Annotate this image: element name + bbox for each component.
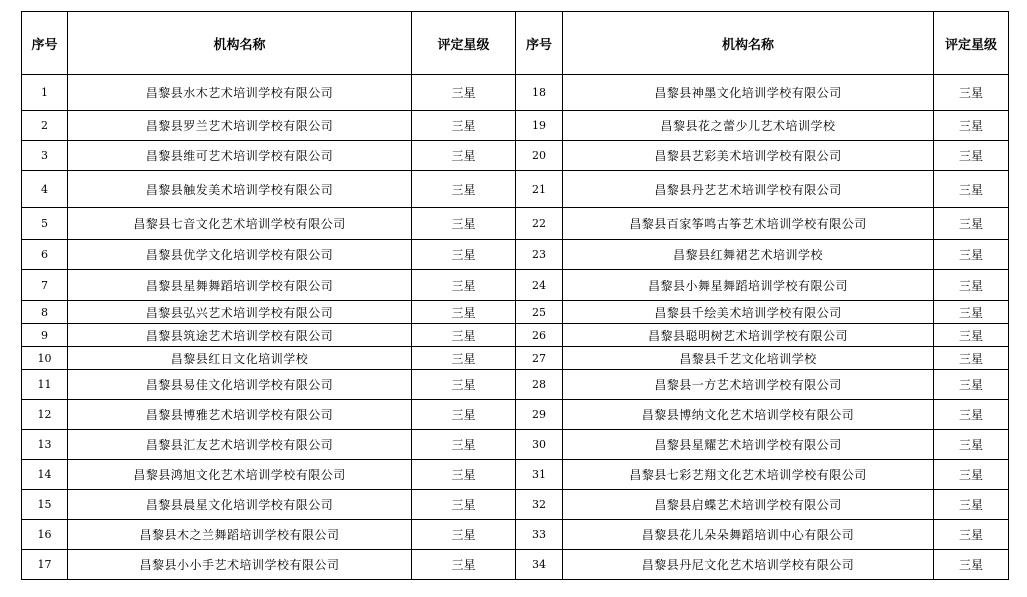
serial-cell-right: 33 xyxy=(516,520,563,550)
rating-cell-left: 三星 xyxy=(412,141,516,171)
institution-name-cell-right: 昌黎县艺彩美术培训学校有限公司 xyxy=(563,141,934,171)
rating-cell-left: 三星 xyxy=(412,324,516,347)
institution-name-cell-left: 昌黎县晨星文化培训学校有限公司 xyxy=(68,490,412,520)
institution-name-cell-left: 昌黎县筑途艺术培训学校有限公司 xyxy=(68,324,412,347)
table-row xyxy=(22,370,1009,400)
rating-cell-left: 三星 xyxy=(412,490,516,520)
serial-cell-left: 11 xyxy=(22,370,68,400)
serial-cell-right: 29 xyxy=(516,400,563,430)
institution-name-cell-left: 昌黎县汇友艺术培训学校有限公司 xyxy=(68,430,412,460)
header-rating-left: 评定星级 xyxy=(412,12,516,75)
institution-name-cell-right: 昌黎县聪明树艺术培训学校有限公司 xyxy=(563,324,934,347)
rating-cell-left: 三星 xyxy=(412,430,516,460)
serial-cell-left: 16 xyxy=(22,520,68,550)
serial-cell-right: 22 xyxy=(516,208,563,240)
table-row xyxy=(22,460,1009,490)
serial-cell-left: 3 xyxy=(22,141,68,171)
rating-cell-left: 三星 xyxy=(412,171,516,208)
serial-cell-right: 32 xyxy=(516,490,563,520)
institution-name-cell-right: 昌黎县小舞星舞蹈培训学校有限公司 xyxy=(563,270,934,301)
serial-cell-right: 25 xyxy=(516,301,563,324)
institution-name-cell-left: 昌黎县红日文化培训学校 xyxy=(68,347,412,370)
serial-cell-right: 30 xyxy=(516,430,563,460)
rating-cell-left: 三星 xyxy=(412,75,516,111)
institution-name-cell-left: 昌黎县易佳文化培训学校有限公司 xyxy=(68,370,412,400)
institution-name-cell-left: 昌黎县星舞舞蹈培训学校有限公司 xyxy=(68,270,412,301)
institution-name-cell-right: 昌黎县百家筝鸣古筝艺术培训学校有限公司 xyxy=(563,208,934,240)
serial-cell-right: 21 xyxy=(516,171,563,208)
rating-cell-right: 三星 xyxy=(934,270,1009,301)
table-row xyxy=(22,490,1009,520)
table-row xyxy=(22,324,1009,347)
serial-cell-right: 18 xyxy=(516,75,563,111)
institution-name-cell-left: 昌黎县博雅艺术培训学校有限公司 xyxy=(68,400,412,430)
serial-cell-left: 4 xyxy=(22,171,68,208)
institution-name-cell-left: 昌黎县罗兰艺术培训学校有限公司 xyxy=(68,111,412,141)
table-row xyxy=(22,430,1009,460)
institution-name-cell-left: 昌黎县触发美术培训学校有限公司 xyxy=(68,171,412,208)
table-row xyxy=(22,75,1009,111)
institution-name-cell-left: 昌黎县鸿旭文化艺术培训学校有限公司 xyxy=(68,460,412,490)
serial-cell-right: 26 xyxy=(516,324,563,347)
rating-cell-right: 三星 xyxy=(934,141,1009,171)
header-rating-right: 评定星级 xyxy=(934,12,1009,75)
rating-cell-right: 三星 xyxy=(934,75,1009,111)
serial-cell-left: 10 xyxy=(22,347,68,370)
header-name-left: 机构名称 xyxy=(68,12,412,75)
rating-cell-right: 三星 xyxy=(934,111,1009,141)
serial-cell-left: 2 xyxy=(22,111,68,141)
institution-name-cell-right: 昌黎县丹尼文化艺术培训学校有限公司 xyxy=(563,550,934,580)
serial-cell-left: 15 xyxy=(22,490,68,520)
rating-cell-right: 三星 xyxy=(934,324,1009,347)
institution-name-cell-right: 昌黎县星耀艺术培训学校有限公司 xyxy=(563,430,934,460)
table-row xyxy=(22,301,1009,324)
serial-cell-left: 7 xyxy=(22,270,68,301)
institution-name-cell-right: 昌黎县花之蕾少儿艺术培训学校 xyxy=(563,111,934,141)
institution-name-cell-right: 昌黎县神墨文化培训学校有限公司 xyxy=(563,75,934,111)
rating-cell-left: 三星 xyxy=(412,460,516,490)
institution-name-cell-right: 昌黎县红舞裙艺术培训学校 xyxy=(563,240,934,270)
rating-cell-left: 三星 xyxy=(412,347,516,370)
serial-cell-right: 19 xyxy=(516,111,563,141)
serial-cell-left: 12 xyxy=(22,400,68,430)
serial-cell-left: 17 xyxy=(22,550,68,580)
rating-cell-right: 三星 xyxy=(934,301,1009,324)
institution-name-cell-right: 昌黎县启蝶艺术培训学校有限公司 xyxy=(563,490,934,520)
rating-cell-right: 三星 xyxy=(934,490,1009,520)
serial-cell-right: 27 xyxy=(516,347,563,370)
institution-name-cell-left: 昌黎县七音文化艺术培训学校有限公司 xyxy=(68,208,412,240)
serial-cell-right: 34 xyxy=(516,550,563,580)
rating-cell-left: 三星 xyxy=(412,550,516,580)
table-row xyxy=(22,208,1009,240)
table-row xyxy=(22,171,1009,208)
rating-cell-left: 三星 xyxy=(412,520,516,550)
rating-cell-right: 三星 xyxy=(934,370,1009,400)
table-row xyxy=(22,270,1009,301)
rating-cell-right: 三星 xyxy=(934,240,1009,270)
serial-cell-left: 8 xyxy=(22,301,68,324)
header-row xyxy=(22,12,1009,75)
table-row xyxy=(22,520,1009,550)
serial-cell-right: 24 xyxy=(516,270,563,301)
rating-cell-right: 三星 xyxy=(934,430,1009,460)
serial-cell-left: 1 xyxy=(22,75,68,111)
serial-cell-right: 23 xyxy=(516,240,563,270)
rating-cell-right: 三星 xyxy=(934,347,1009,370)
rating-cell-left: 三星 xyxy=(412,370,516,400)
rating-cell-right: 三星 xyxy=(934,550,1009,580)
rating-cell-right: 三星 xyxy=(934,171,1009,208)
institution-name-cell-left: 昌黎县维可艺术培训学校有限公司 xyxy=(68,141,412,171)
institution-name-cell-right: 昌黎县千绘美术培训学校有限公司 xyxy=(563,301,934,324)
institution-name-cell-right: 昌黎县花儿朵朵舞蹈培训中心有限公司 xyxy=(563,520,934,550)
rating-cell-left: 三星 xyxy=(412,111,516,141)
rating-cell-left: 三星 xyxy=(412,240,516,270)
institution-name-cell-right: 昌黎县丹艺艺术培训学校有限公司 xyxy=(563,171,934,208)
institution-name-cell-right: 昌黎县七彩艺翔文化艺术培训学校有限公司 xyxy=(563,460,934,490)
table-row xyxy=(22,400,1009,430)
institution-rating-table xyxy=(21,11,1009,580)
institution-name-cell-right: 昌黎县博纳文化艺术培训学校有限公司 xyxy=(563,400,934,430)
rating-cell-left: 三星 xyxy=(412,270,516,301)
rating-cell-left: 三星 xyxy=(412,400,516,430)
serial-cell-right: 28 xyxy=(516,370,563,400)
serial-cell-left: 6 xyxy=(22,240,68,270)
institution-name-cell-right: 昌黎县千艺文化培训学校 xyxy=(563,347,934,370)
institution-name-cell-left: 昌黎县小小手艺术培训学校有限公司 xyxy=(68,550,412,580)
serial-cell-left: 9 xyxy=(22,324,68,347)
rating-cell-right: 三星 xyxy=(934,208,1009,240)
institution-name-cell-right: 昌黎县一方艺术培训学校有限公司 xyxy=(563,370,934,400)
header-serial-left: 序号 xyxy=(22,12,68,75)
table-row xyxy=(22,141,1009,171)
institution-name-cell-left: 昌黎县水木艺术培训学校有限公司 xyxy=(68,75,412,111)
rating-cell-left: 三星 xyxy=(412,208,516,240)
table-row xyxy=(22,111,1009,141)
serial-cell-left: 14 xyxy=(22,460,68,490)
rating-cell-right: 三星 xyxy=(934,460,1009,490)
institution-name-cell-left: 昌黎县弘兴艺术培训学校有限公司 xyxy=(68,301,412,324)
table-row xyxy=(22,347,1009,370)
header-name-right: 机构名称 xyxy=(563,12,934,75)
table-row xyxy=(22,550,1009,580)
serial-cell-left: 13 xyxy=(22,430,68,460)
header-serial-right: 序号 xyxy=(516,12,563,75)
rating-cell-right: 三星 xyxy=(934,520,1009,550)
institution-name-cell-left: 昌黎县优学文化培训学校有限公司 xyxy=(68,240,412,270)
institution-name-cell-left: 昌黎县木之兰舞蹈培训学校有限公司 xyxy=(68,520,412,550)
serial-cell-left: 5 xyxy=(22,208,68,240)
table-row xyxy=(22,240,1009,270)
rating-cell-right: 三星 xyxy=(934,400,1009,430)
rating-cell-left: 三星 xyxy=(412,301,516,324)
serial-cell-right: 31 xyxy=(516,460,563,490)
serial-cell-right: 20 xyxy=(516,141,563,171)
